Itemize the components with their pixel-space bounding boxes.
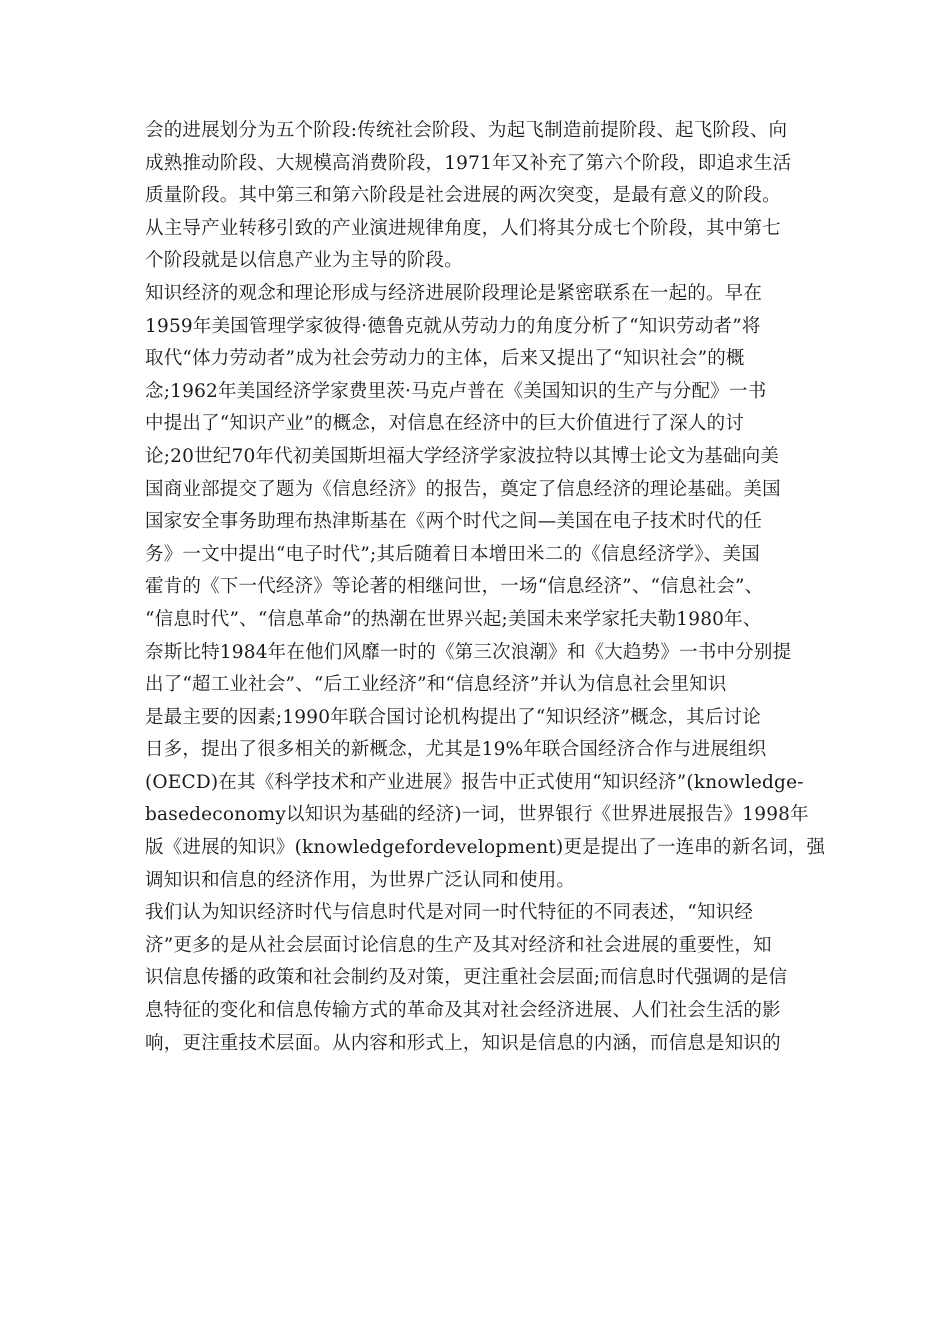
text-line: 1959年美国管理学家彼得·德鲁克就从劳动力的角度分析了“知识劳动者”将: [145, 315, 761, 337]
text-line: 霍肯的《下一代经济》等论著的相继问世，一场“信息经济”、“信息社会”、: [145, 576, 764, 598]
text-line: 识信息传播的政策和社会制约及对策，更注重社会层面;而信息时代强调的是信: [145, 967, 788, 989]
text-line: 奈斯比特1984年在他们风靡一时的《第三次浪潮》和《大趋势》一书中分别提: [145, 641, 792, 663]
text-line: 会的进展划分为五个阶段:传统社会阶段、为起飞制造前提阶段、起飞阶段、向: [145, 120, 788, 141]
text-line: basedeconomy以知识为基础的经济)一词，世界银行《世界进展报告》1998年: [145, 804, 809, 826]
text-line: 响，更注重技术层面。从内容和形式上，知识是信息的内涵，而信息是知识的: [145, 1032, 781, 1054]
text-line: 取代“体力劳动者”成为社会劳动力的主体，后来又提出了“知识社会”的概: [145, 348, 745, 370]
text-line: 国家安全事务助理布热津斯基在《两个时代之间—美国在电子技术时代的任: [145, 511, 763, 533]
text-line: 是最主要的因素;1990年联合国讨论机构提出了“知识经济”概念，其后讨论: [145, 706, 761, 728]
body-text: [145, 115, 826, 1060]
text-line: 济”更多的是从社会层面讨论信息的生产及其对经济和社会进展的重要性，知: [145, 934, 772, 956]
text-line: 息特征的变化和信息传输方式的革命及其对社会经济进展、人们社会生活的影: [145, 1000, 781, 1022]
text-line: 质量阶段。其中第三和第六阶段是社会进展的两次突变，是最有意义的阶段。: [145, 185, 781, 207]
text-line: 务》一文中提出“电子时代”;其后随着日本增田米二的《信息经济学》、美国: [145, 543, 760, 565]
text-line: 中提出了“知识产业”的概念，对信息在经济中的巨大价值进行了深人的讨: [145, 413, 745, 435]
text-line: 论;20世纪70年代初美国斯坦福大学经济学家波拉特以其博士论文为基础向美: [145, 445, 780, 467]
text-line: 从主导产业转移引致的产业演进规律角度，人们将其分成七个阶段，其中第七: [145, 217, 781, 239]
text-line: 调知识和信息的经济作用，为世界广泛认同和使用。: [145, 869, 576, 891]
text-line: 出了“超工业社会”、“后工业经济”和“信息经济”并认为信息社会里知识: [145, 674, 727, 696]
text-line: 念;1962年美国经济学家费里茨·马克卢普在《美国知识的生产与分配》一书: [145, 380, 767, 402]
text-line: 知识经济的观念和理论形成与经济进展阶段理论是紧密联系在一起的。早在: [145, 282, 763, 304]
text-line: 个阶段就是以信息产业为主导的阶段。: [145, 250, 463, 272]
text-line: 国商业部提交了题为《信息经济》的报告，奠定了信息经济的理论基础。美国: [145, 478, 781, 500]
text-line: 日多，提出了很多相关的新概念，尤其是19%年联合国经济合作与进展组织: [145, 739, 767, 761]
text-line: 我们认为知识经济时代与信息时代是对同一时代特征的不同表述，“知识经: [145, 902, 754, 924]
text-line: “信息时代”、“信息革命”的热潮在世界兴起;美国未来学家托夫勒1980年、: [145, 608, 762, 630]
text-line: 版《进展的知识》(knowledgefordevelopment)更是提出了一连串的新名词，强: [145, 837, 826, 859]
text-line: (OECD)在其《科学技术和产业进展》报告中正式使用“知识经济”(knowledge-: [145, 771, 804, 793]
text-line: 成熟推动阶段、大规模高消费阶段，1971年又补充了第六个阶段，即追求生活: [145, 152, 792, 174]
